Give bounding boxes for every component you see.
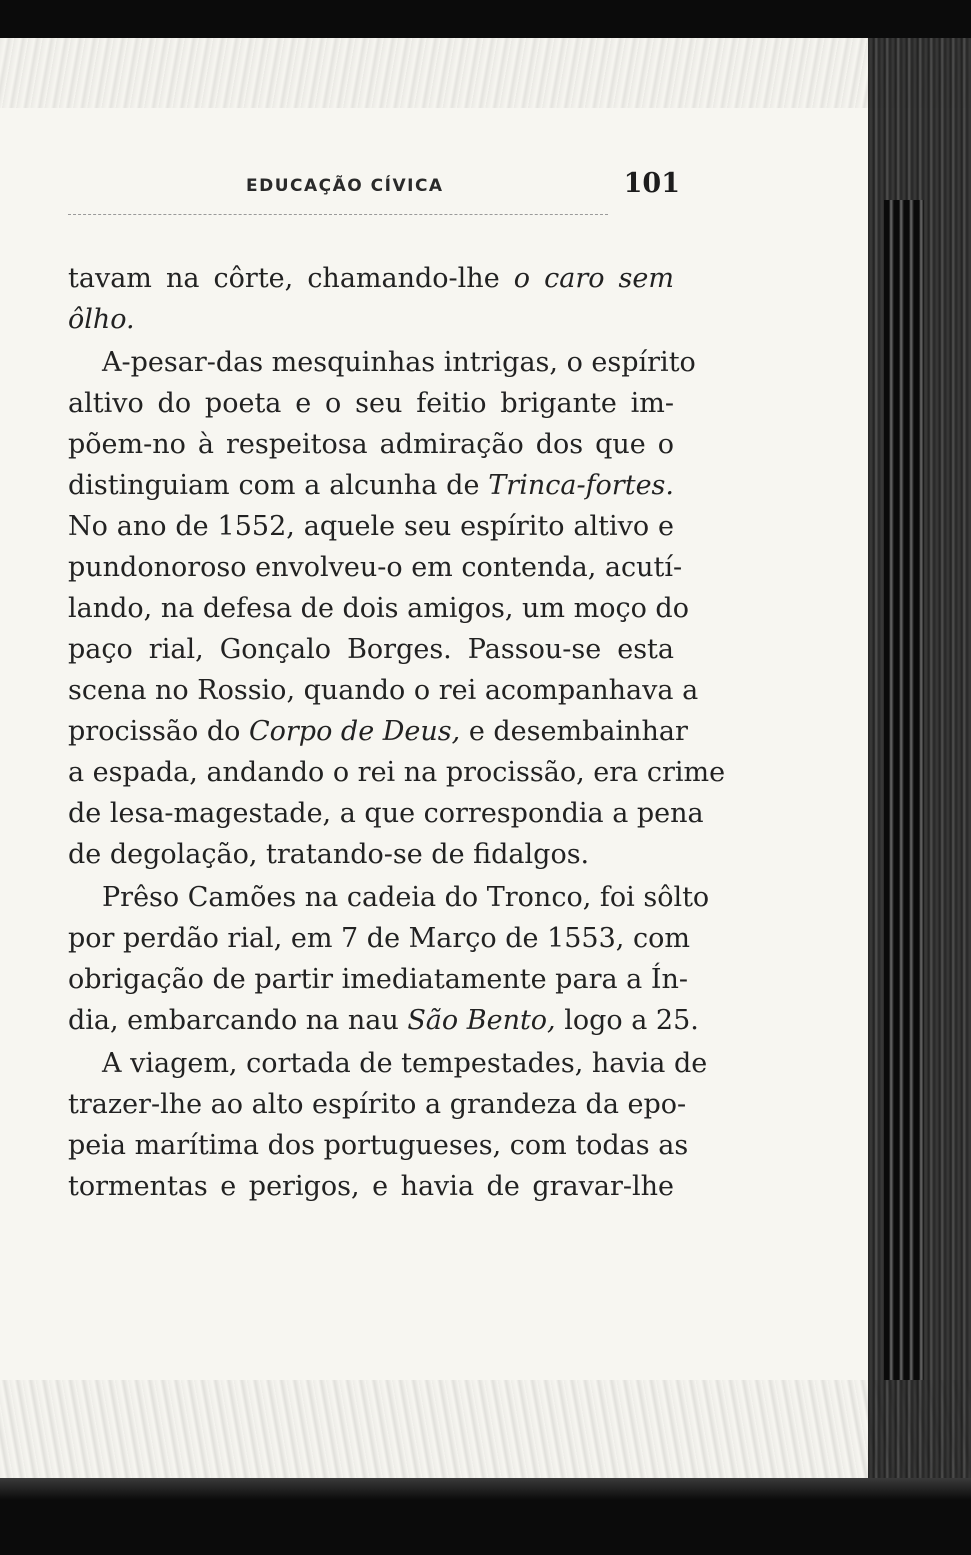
text-line bbox=[68, 258, 674, 299]
text-segment: paço rial, Gonçalo Borges. Passou-se esta bbox=[68, 634, 674, 665]
text-segment: põem-no à respeitosa admiração dos que o bbox=[68, 429, 674, 460]
text-segment: pundonoroso envolveu-o em contenda, acutí- bbox=[68, 552, 683, 583]
text-line bbox=[68, 711, 688, 752]
text-segment: No ano de 1552, aquele seu espírito altivo e bbox=[68, 511, 674, 542]
text-segment: obrigação de partir imediatamente para a Ín- bbox=[68, 964, 689, 995]
text-segment: por perdão rial, em 7 de Março de 1553, com bbox=[68, 923, 690, 954]
scan-noise-bottom bbox=[0, 1380, 971, 1478]
text-line bbox=[68, 1084, 687, 1125]
text-line bbox=[68, 918, 690, 959]
page-number: 101 bbox=[623, 168, 680, 199]
page-header bbox=[240, 168, 680, 208]
italic-text: ôlho. bbox=[68, 304, 135, 335]
text-segment: logo a 25. bbox=[555, 1005, 699, 1036]
text-segment: procissão do bbox=[68, 716, 249, 747]
paragraph bbox=[68, 1043, 708, 1207]
text-line bbox=[68, 465, 674, 506]
italic-text: Corpo de Deus, bbox=[248, 716, 461, 747]
text-segment: de lesa-magestade, a que correspondia a pena bbox=[68, 798, 704, 829]
body-text bbox=[68, 258, 726, 1209]
italic-text: Trinca-fortes. bbox=[488, 470, 674, 501]
scan-border-bottom bbox=[0, 1478, 971, 1555]
text-line bbox=[68, 342, 696, 383]
text-segment: peia marítima dos portugueses, com todas as bbox=[68, 1130, 689, 1161]
text-segment: distinguiam com a alcunha de bbox=[68, 470, 489, 501]
text-line bbox=[68, 1000, 699, 1041]
text-segment: scena no Rossio, quando o rei acompanhava a bbox=[68, 675, 699, 706]
text-line bbox=[68, 834, 674, 875]
text-line bbox=[68, 670, 699, 711]
text-segment: lando, na defesa de dois amigos, um moço do bbox=[68, 593, 689, 624]
text-line bbox=[68, 1125, 689, 1166]
text-line bbox=[68, 588, 689, 629]
scan-noise-top bbox=[0, 38, 971, 108]
text-segment: dia, embarcando na nau bbox=[68, 1005, 408, 1036]
text-segment: de degolação, tratando-se de fidalgos. bbox=[68, 839, 590, 870]
text-segment: tavam na côrte, chamando-lhe bbox=[68, 263, 514, 294]
header-rule bbox=[68, 214, 608, 215]
text-line bbox=[68, 299, 674, 340]
text-line bbox=[68, 752, 726, 793]
text-segment: tormentas e perigos, e havia de gravar-lhe bbox=[68, 1171, 674, 1202]
paragraph bbox=[68, 877, 710, 1041]
text-segment: e desembainhar bbox=[460, 716, 688, 747]
text-segment: Prêso Camões na cadeia do Tronco, foi sôlto bbox=[102, 882, 710, 913]
text-line bbox=[68, 1043, 708, 1084]
text-segment: altivo do poeta e o seu feitio brigante im- bbox=[68, 388, 674, 419]
paragraph-gap bbox=[68, 1207, 674, 1209]
text-line bbox=[68, 547, 683, 588]
scan-border-right-shadow bbox=[884, 200, 924, 1380]
italic-text: o caro sem bbox=[513, 263, 674, 294]
paragraph bbox=[68, 342, 726, 875]
text-line bbox=[68, 793, 704, 834]
text-line bbox=[68, 506, 674, 547]
text-line bbox=[68, 629, 674, 670]
italic-text: São Bento, bbox=[407, 1005, 556, 1036]
text-line bbox=[68, 424, 674, 465]
text-segment: a espada, andando o rei na procissão, era crime bbox=[68, 757, 726, 788]
text-segment: A viagem, cortada de tempestades, havia de bbox=[102, 1048, 708, 1079]
text-segment: A-pesar-das mesquinhas intrigas, o espírito bbox=[102, 347, 696, 378]
scan-border-top bbox=[0, 0, 971, 38]
text-line bbox=[68, 959, 689, 1000]
text-line bbox=[68, 877, 710, 918]
text-segment: trazer-lhe ao alto espírito a grandeza da epo- bbox=[68, 1089, 687, 1120]
text-line bbox=[68, 383, 674, 424]
running-title: EDUCAÇÃO CÍVICA bbox=[246, 176, 444, 196]
text-line bbox=[68, 1166, 674, 1207]
paragraph bbox=[68, 258, 674, 340]
